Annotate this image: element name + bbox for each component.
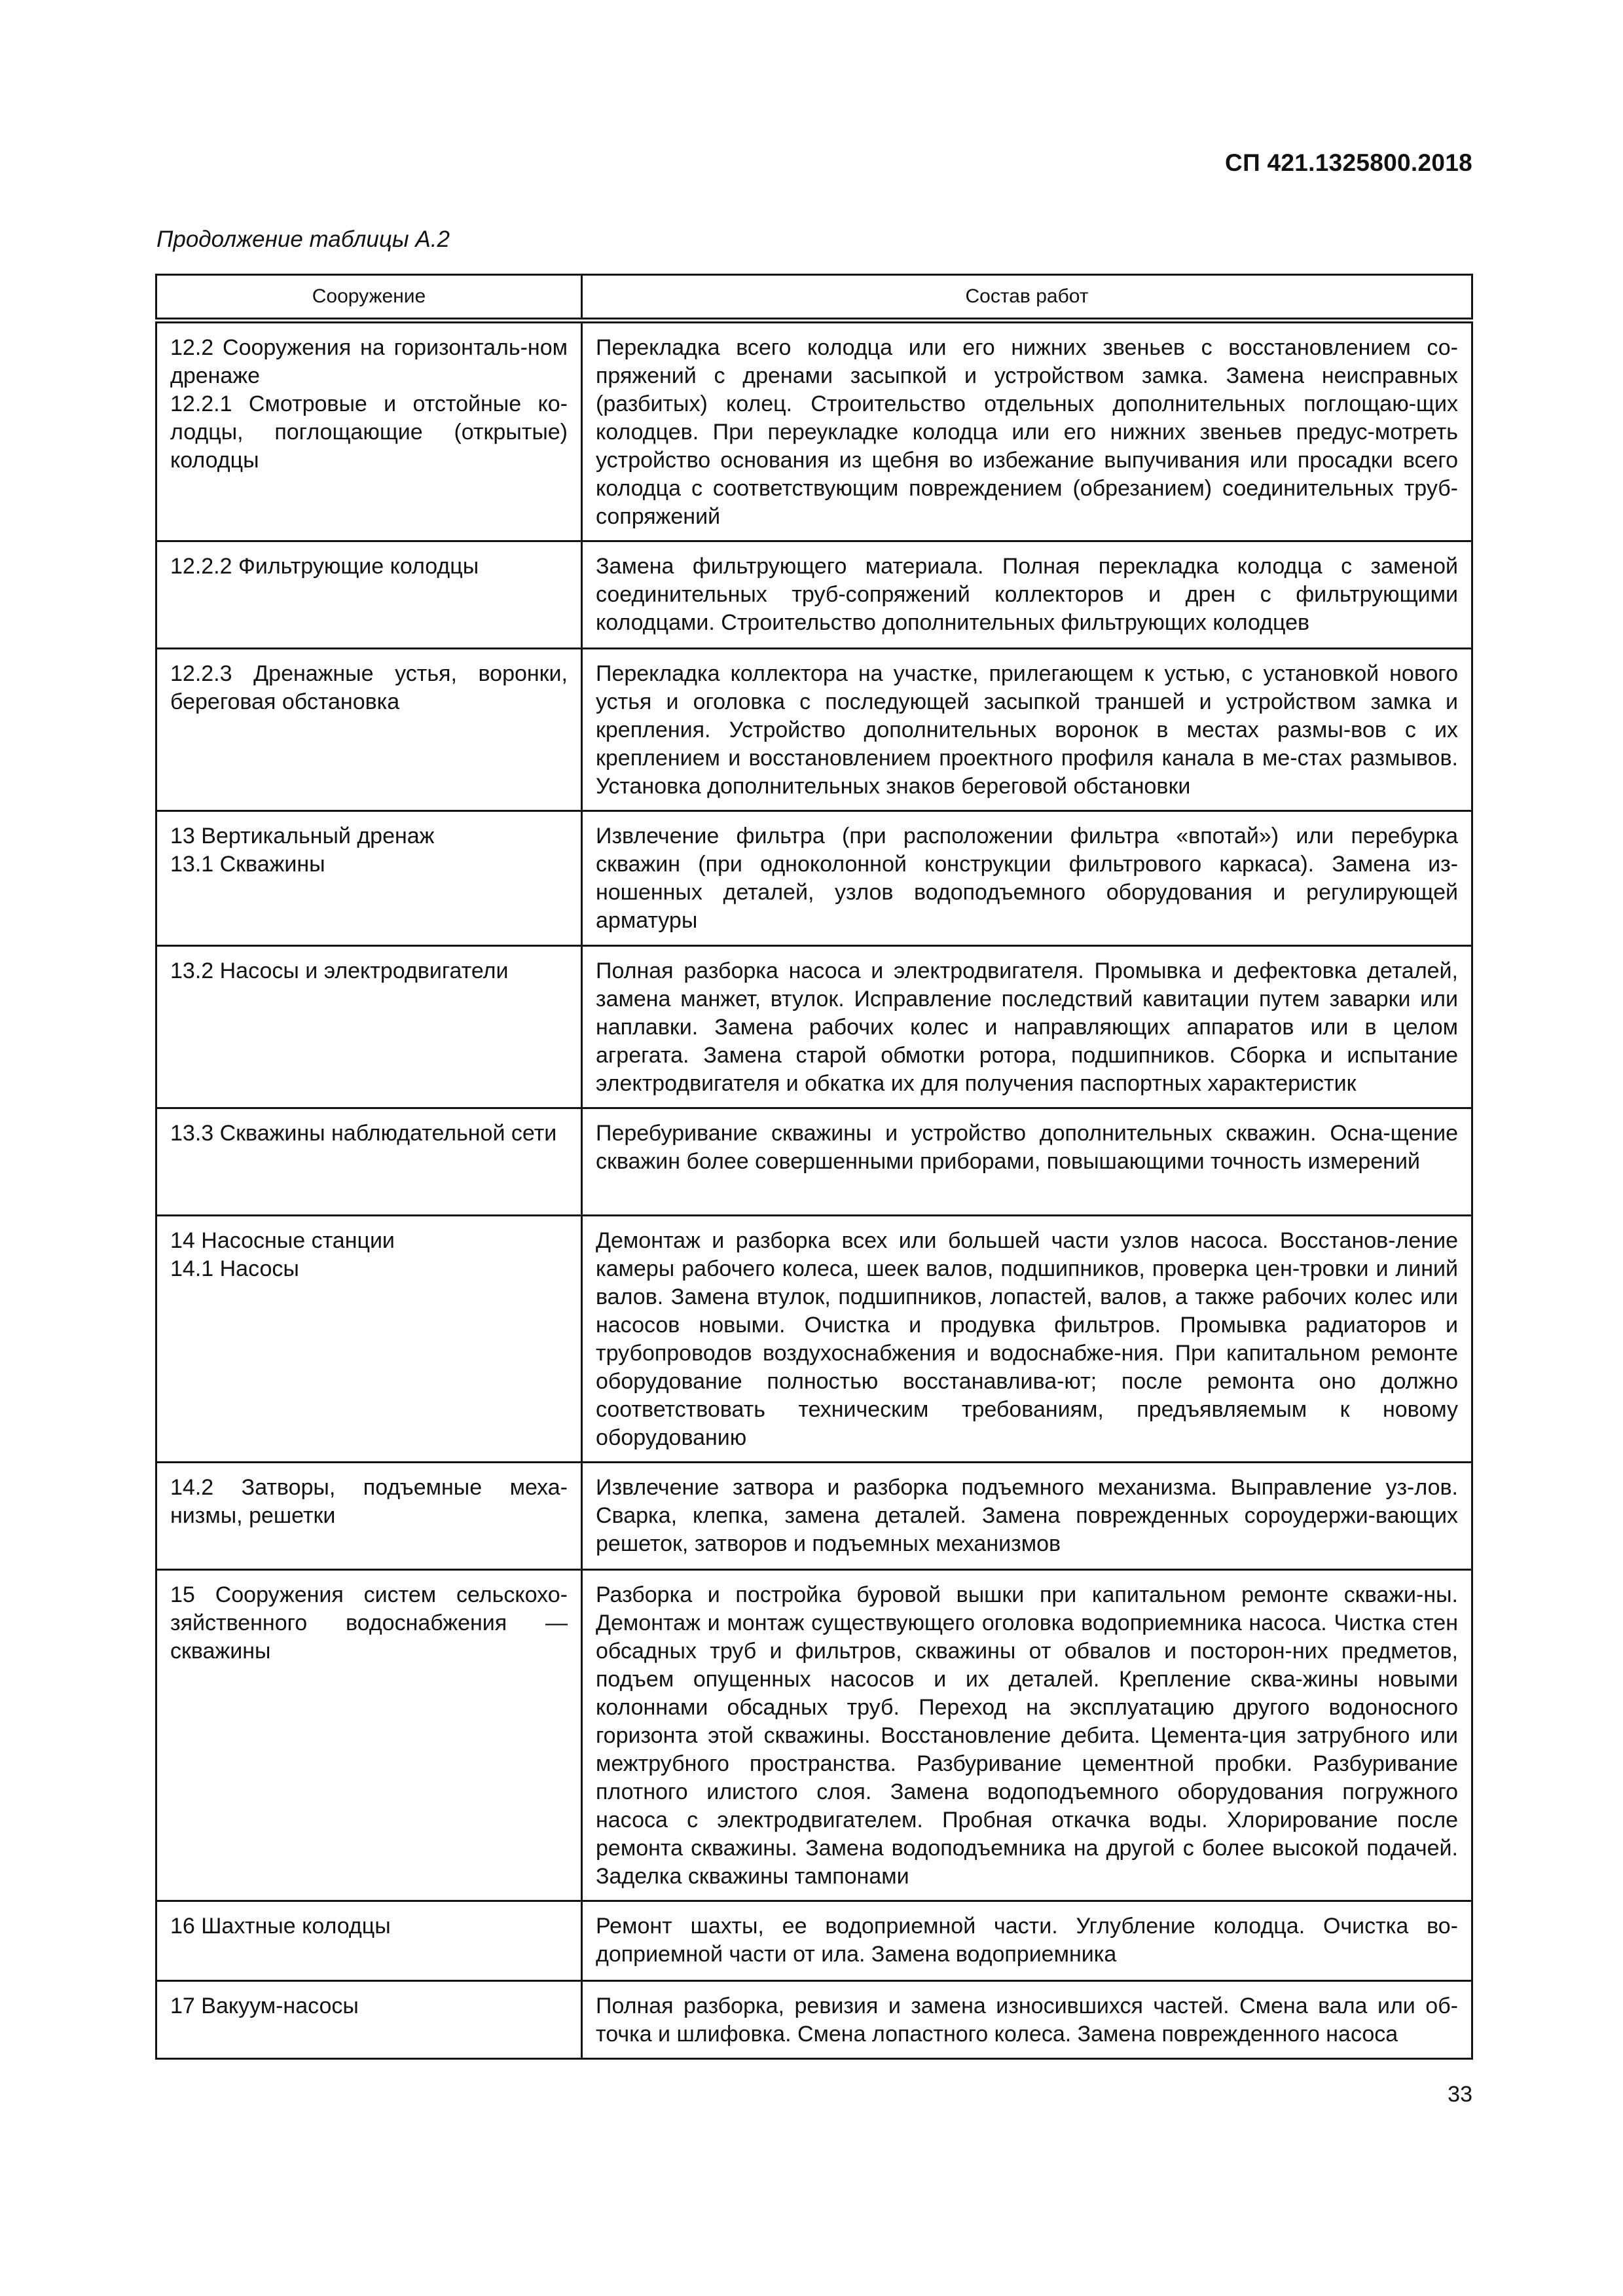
column-header-structure: Сооружение	[156, 275, 582, 321]
table-row	[156, 1570, 1472, 1901]
structure-line: 14.1 Насосы	[170, 1256, 299, 1281]
structure-cell	[156, 1981, 582, 2059]
table-row	[156, 811, 1472, 946]
works-cell: Перебуривание скважины и устройство дополнительных скважин. Осна-щение скважин более совершенными приборами, повышающими точность измерений	[582, 1108, 1472, 1216]
structure-line: 14.2 Затворы, подъемные меха-низмы, решетки	[170, 1475, 568, 1528]
table-caption: Продолжение таблицы А.2	[156, 227, 450, 252]
structure-cell	[156, 811, 582, 946]
structure-cell	[156, 649, 582, 811]
works-cell: Демонтаж и разборка всех или большей части узлов насоса. Восстанов-ление камеры рабочего колеса, шеек валов, подшипников, проверка цен-тровки и линий валов. Замена втулок, подшипников, лопастей, валов, а также рабочих колес или насосов новыми. Очистка и продувка фильтров. Промывка радиаторов и трубопроводов воздухоснабжения и водоснабже-ния. При капитальном ремонте оборудование полностью восстанавлива-ют; после ремонта оно должно соответствовать техническим требованиям, предъявляемым к новому оборудованию	[582, 1216, 1472, 1463]
document-code: СП 421.1325800.2018	[1225, 149, 1472, 176]
structure-line: 12.2 Сооружения на горизонталь-ном дренаже	[170, 335, 568, 388]
table-header-row	[156, 275, 1472, 321]
works-cell: Перекладка всего колодца или его нижних звеньев с восстановлением со-пряжений с дренами засыпкой и устройством замка. Замена неисправных (разбитых) колец. Строительство отдельных дополнительных поглощаю-щих колодцев. При переукладке колодца или его нижних звеньев предус-мотреть устройство основания из щебня во избежание выпучивания или просадки всего колодца с соответствующим повреждением (обрезанием) соединительных труб-сопряжений	[582, 321, 1472, 541]
structure-line: 13 Вертикальный дренаж	[170, 824, 435, 848]
structure-line: 14 Насосные станции	[170, 1228, 395, 1253]
structure-line: 12.2.1 Смотровые и отстойные ко-лодцы, поглощающие (открытые) колодцы	[170, 392, 568, 473]
works-cell: Извлечение затвора и разборка подъемного механизма. Выправление уз-лов. Сварка, клепка, замена деталей. Замена поврежденных сороудержи-вающих решеток, затворов и подъемных механизмов	[582, 1463, 1472, 1570]
page-number: 33	[1448, 2082, 1472, 2107]
works-cell: Извлечение фильтра (при расположении фильтра «впотай») или перебурка скважин (при одноколонной конструкции фильтрового каркаса). Замена из-ношенных деталей, узлов водоподъемного оборудования и регулирующей арматуры	[582, 811, 1472, 946]
structure-line: 13.2 Насосы и электродвигатели	[170, 958, 509, 983]
structure-cell	[156, 1463, 582, 1570]
table-row	[156, 541, 1472, 649]
table-row	[156, 1981, 1472, 2059]
works-cell: Полная разборка насоса и электродвигателя. Промывка и дефектовка деталей, замена манжет, втулок. Исправление последствий кавитации путем заварки или наплавки. Замена рабочих колес и направляющих аппаратов или в целом агрегата. Замена старой обмотки ротора, подшипников. Сборка и испытание электродвигателя и обкатка их для получения паспортных характеристик	[582, 946, 1472, 1108]
structure-cell	[156, 541, 582, 649]
structure-cell	[156, 946, 582, 1108]
works-cell: Разборка и постройка буровой вышки при капитальном ремонте скважи-ны. Демонтаж и монтаж существующего оголовка водоприемника насоса. Чистка стен обсадных труб и фильтров, скважины от обвалов и посторон-них предметов, подъем опущенных насосов и их деталей. Крепление сква-жины новыми колоннами обсадных труб. Переход на эксплуатацию другого водоносного горизонта этой скважины. Восстановление дебита. Цемента-ция затрубного или межтрубного пространства. Разбуривание цементной пробки. Разбуривание плотного илистого слоя. Замена водоподъемного оборудования погружного насоса с электродвигателем. Пробная откачка воды. Хлорирование после ремонта скважины. Замена водоподъемника на другой с более высокой подачей. Заделка скважины тампонами	[582, 1570, 1472, 1901]
structure-cell	[156, 1108, 582, 1216]
structure-cell	[156, 321, 582, 541]
table-row	[156, 321, 1472, 541]
column-header-works: Состав работ	[582, 275, 1472, 321]
structure-line: 12.2.3 Дренажные устья, воронки, береговая обстановка	[170, 661, 568, 714]
table-row	[156, 1901, 1472, 1981]
works-cell: Ремонт шахты, ее водоприемной части. Углубление колодца. Очистка во-доприемной части от ила. Замена водоприемника	[582, 1901, 1472, 1981]
works-table	[155, 274, 1473, 2060]
structure-cell	[156, 1901, 582, 1981]
works-cell: Замена фильтрующего материала. Полная перекладка колодца с заменой соединительных труб-сопряжений коллекторов и дрен с фильтрующими колодцами. Строительство дополнительных фильтрующих колодцев	[582, 541, 1472, 649]
structure-line: 17 Вакуум-насосы	[170, 1994, 359, 2018]
structure-cell	[156, 1570, 582, 1901]
table-row	[156, 1108, 1472, 1216]
table-row	[156, 1463, 1472, 1570]
structure-line: 13.3 Скважины наблюдательной сети	[170, 1121, 557, 1146]
structure-line: 13.1 Скважины	[170, 852, 325, 877]
structure-line: 15 Сооружения систем сельскохо-зяйственного водоснабжения — скважины	[170, 1582, 568, 1664]
table-row	[156, 649, 1472, 811]
works-cell: Перекладка коллектора на участке, прилегающем к устью, с установкой нового устья и оголовка с последующей засыпкой траншей и устройством замка и крепления. Устройство дополнительных воронок в местах размы-вов с их креплением и восстановлением проектного профиля канала в ме-стах размывов. Установка дополнительных знаков береговой обстановки	[582, 649, 1472, 811]
works-cell: Полная разборка, ревизия и замена износившихся частей. Смена вала или об-точка и шлифовка. Смена лопастного колеса. Замена поврежденного насоса	[582, 1981, 1472, 2059]
structure-cell	[156, 1216, 582, 1463]
table-row	[156, 1216, 1472, 1463]
structure-line: 16 Шахтные колодцы	[170, 1914, 391, 1939]
table-row	[156, 946, 1472, 1108]
structure-line: 12.2.2 Фильтрующие колодцы	[170, 554, 479, 579]
